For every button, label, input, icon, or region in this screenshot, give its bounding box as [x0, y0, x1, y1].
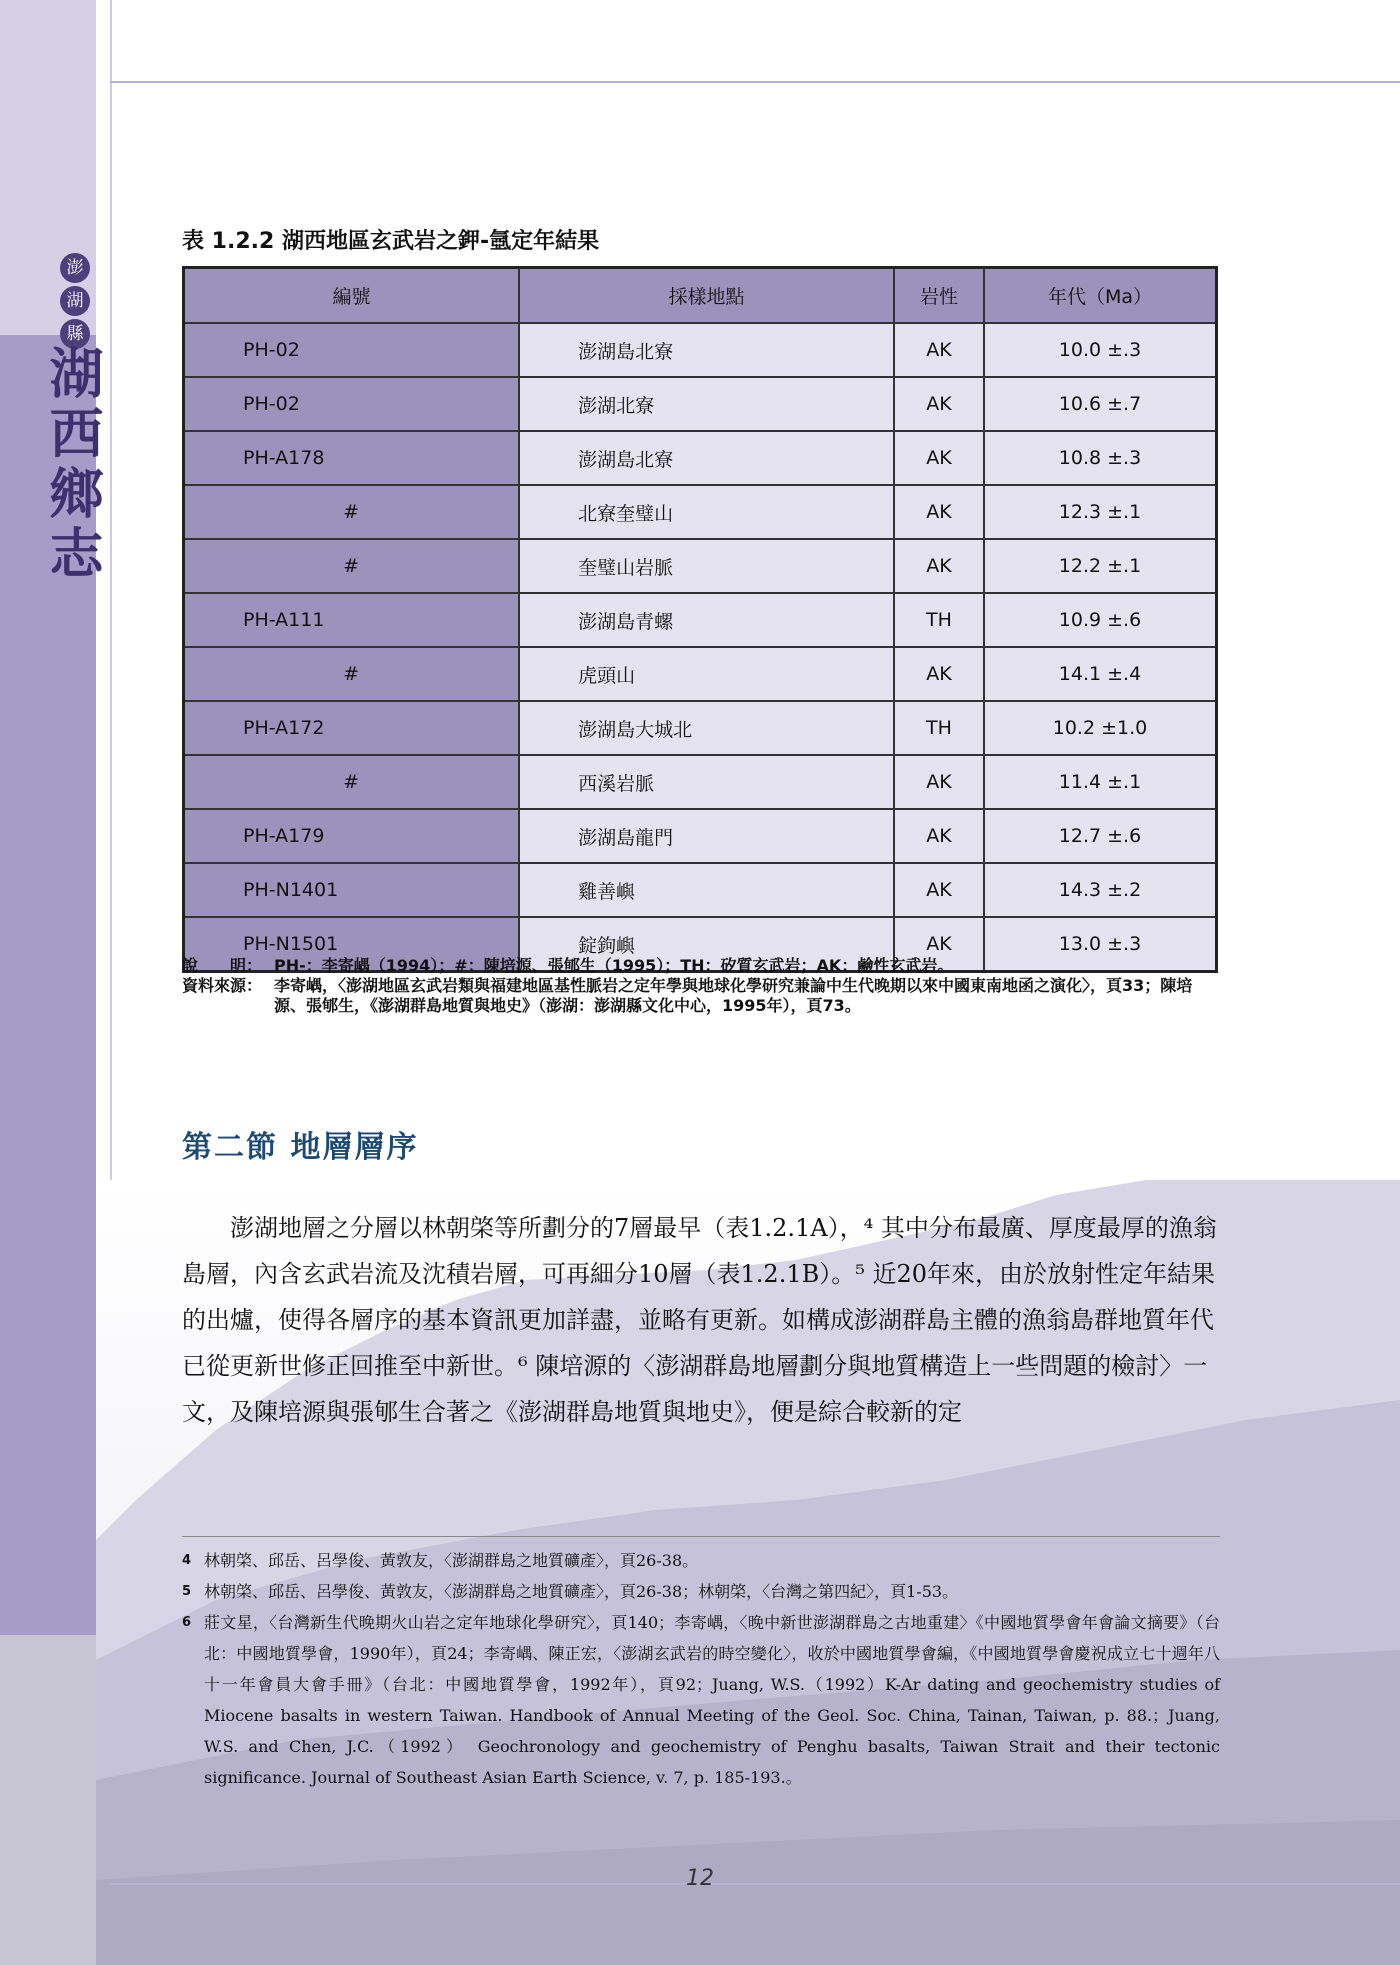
header-rule: [110, 81, 1400, 83]
footnote-number: 5: [182, 1584, 192, 1599]
county-char: 縣: [60, 319, 90, 349]
table-row: [184, 701, 1217, 755]
rock-type-cell: AK: [894, 809, 984, 863]
note-label: 說 明：: [182, 956, 263, 975]
rock-type-cell: AK: [894, 323, 984, 377]
source-note: [182, 976, 1222, 1016]
location-cell: 澎湖北寮: [519, 377, 894, 431]
county-char: 澎: [60, 253, 90, 283]
location-cell: 北寮奎璧山: [519, 485, 894, 539]
footnote-text: 莊文星，〈台灣新生代晚期火山岩之定年地球化學研究〉，頁140；李寄嵎，〈晚中新世澎湖群島之古地重建〉《中國地質學會年會論文摘要》（台北：中國地質學會，1990年），頁24；李寄嵎、陳正宏，〈澎湖玄武岩的時空變化〉，收於中國地質學會編，《中國地質學會慶祝成立七十週年八十一年會員大會手冊》（台北：中國地質學會，1992年），頁92；Juang, W.S.（1992）K-Ar dating and geochemistry studies of Miocene basalts in western Taiwan. Handbook of Annual Meeting of the Geol. Soc. China, Tainan, Taiwan, p. 88.；Juang, W.S. and Chen, J.C.（1992） Geochronology and geochemistry of Penghu basalts, Taiwan Strait and their tectonic significance. Journal of Southeast Asian Earth Science, v. 7, p. 185-193.。: [204, 1613, 1220, 1787]
footnote-number: 4: [182, 1553, 192, 1568]
location-cell: 澎湖島北寮: [519, 323, 894, 377]
table-row: [184, 593, 1217, 647]
body-paragraph: [182, 1205, 1220, 1435]
table-row: [184, 647, 1217, 701]
footnote-text: 林朝棨、邱岳、呂學俊、黃敦友，〈澎湖群島之地質礦產〉，頁26-38；林朝棨，〈台灣之第四紀〉，頁1-53。: [204, 1582, 959, 1601]
age-cell: 12.3 ±.1: [984, 485, 1217, 539]
column-header: 採樣地點: [519, 268, 894, 324]
table-row: [184, 485, 1217, 539]
location-cell: 澎湖島大城北: [519, 701, 894, 755]
location-cell: 西溪岩脈: [519, 755, 894, 809]
footnote: [182, 1545, 1220, 1576]
rock-type-cell: AK: [894, 377, 984, 431]
sample-id-cell: #: [184, 539, 520, 593]
column-header: 年代（Ma）: [984, 268, 1217, 324]
rock-type-cell: AK: [894, 431, 984, 485]
rock-type-cell: AK: [894, 755, 984, 809]
age-cell: 14.3 ±.2: [984, 863, 1217, 917]
location-cell: 虎頭山: [519, 647, 894, 701]
age-cell: 12.7 ±.6: [984, 809, 1217, 863]
rock-type-cell: AK: [894, 647, 984, 701]
rock-type-cell: TH: [894, 701, 984, 755]
footnotes: [182, 1545, 1220, 1793]
sample-id-cell: #: [184, 485, 520, 539]
sample-id-cell: PH-02: [184, 323, 520, 377]
footnote: [182, 1607, 1220, 1793]
note-label: 資料來源：: [182, 976, 263, 995]
table-row: [184, 863, 1217, 917]
rock-type-cell: AK: [894, 485, 984, 539]
table-caption: 表 1.2.2 湖西地區玄武岩之鉀-氬定年結果: [182, 229, 600, 254]
sample-id-cell: #: [184, 755, 520, 809]
rock-type-cell: TH: [894, 593, 984, 647]
sample-id-cell: PH-N1401: [184, 863, 520, 917]
age-cell: 10.9 ±.6: [984, 593, 1217, 647]
location-cell: 澎湖島青螺: [519, 593, 894, 647]
age-cell: 10.8 ±.3: [984, 431, 1217, 485]
table-row: [184, 809, 1217, 863]
book-title: 湖西鄉志: [41, 345, 105, 585]
table-row: [184, 323, 1217, 377]
sample-id-cell: #: [184, 647, 520, 701]
dating-results-table: [182, 266, 1218, 973]
age-cell: 14.1 ±.4: [984, 647, 1217, 701]
table-row: [184, 755, 1217, 809]
column-header: 岩性: [894, 268, 984, 324]
table-row: [184, 431, 1217, 485]
table-row: [184, 377, 1217, 431]
age-cell: 11.4 ±.1: [984, 755, 1217, 809]
sample-id-cell: PH-A179: [184, 809, 520, 863]
paragraph-text: 澎湖地層之分層以林朝棨等所劃分的7層最早（表1.2.1A），⁴ 其中分布最廣、厚度最厚的漁翁島層，內含玄武岩流及沈積岩層，可再細分10層（表1.2.1B）。⁵ 近20年來，由於放射性定年結果的出爐，使得各層序的基本資訊更加詳盡，並略有更新。如構成澎湖群島主體的漁翁島群地質年代已從更新世修正回推至中新世。⁶ 陳培源的〈澎湖群島地層劃分與地質構造上一些問題的檢討〉一文，及陳培源與張郇生合著之《澎湖群島地質與地史》，便是綜合較新的定: [182, 1214, 1217, 1426]
age-cell: 10.2 ±1.0: [984, 701, 1217, 755]
age-cell: 10.0 ±.3: [984, 323, 1217, 377]
page-number: 12: [686, 1866, 714, 1891]
county-char: 湖: [60, 286, 90, 316]
footnote: [182, 1576, 1220, 1607]
section-heading: 第二節 地層層序: [182, 1130, 419, 1165]
footnote-text: 林朝棨、邱岳、呂學俊、黃敦友，〈澎湖群島之地質礦產〉，頁26-38。: [204, 1551, 699, 1570]
column-header: 編號: [184, 268, 520, 324]
county-badge: [58, 253, 92, 349]
table-row: [184, 539, 1217, 593]
sample-id-cell: PH-02: [184, 377, 520, 431]
location-cell: 奎璧山岩脈: [519, 539, 894, 593]
location-cell: 澎湖島北寮: [519, 431, 894, 485]
location-cell: 雞善嶼: [519, 863, 894, 917]
age-cell: 13.0 ±.3: [984, 917, 1217, 972]
table-notes: [182, 956, 1222, 1016]
age-cell: 10.6 ±.7: [984, 377, 1217, 431]
rock-type-cell: AK: [894, 539, 984, 593]
footnote-separator: [182, 1536, 1220, 1537]
rock-type-cell: AK: [894, 917, 984, 972]
sample-id-cell: PH-A172: [184, 701, 520, 755]
location-cell: 澎湖島龍門: [519, 809, 894, 863]
table-header-row: [184, 268, 1217, 324]
note-text: PH-：李寄嵎（1994）；#：陳培源、張郇生（1995）；TH：矽質玄武岩；AK：鹼性玄武岩。: [274, 956, 954, 975]
age-cell: 12.2 ±.1: [984, 539, 1217, 593]
sample-id-cell: PH-N1501: [184, 917, 520, 972]
location-cell: 錠鉤嶼: [519, 917, 894, 972]
explanation-note: [182, 956, 1222, 976]
sidebar-bottom-band: [0, 1635, 96, 1965]
footnote-number: 6: [182, 1615, 192, 1630]
note-text: 李寄嵎，〈澎湖地區玄武岩類與福建地區基性脈岩之定年學與地球化學研究兼論中生代晚期以來中國東南地函之演化〉，頁33；陳培源、張郇生，《澎湖群島地質與地史》（澎湖：澎湖縣文化中心，1995年），頁73。: [274, 976, 1193, 1015]
rock-type-cell: AK: [894, 863, 984, 917]
sample-id-cell: PH-A111: [184, 593, 520, 647]
sample-id-cell: PH-A178: [184, 431, 520, 485]
